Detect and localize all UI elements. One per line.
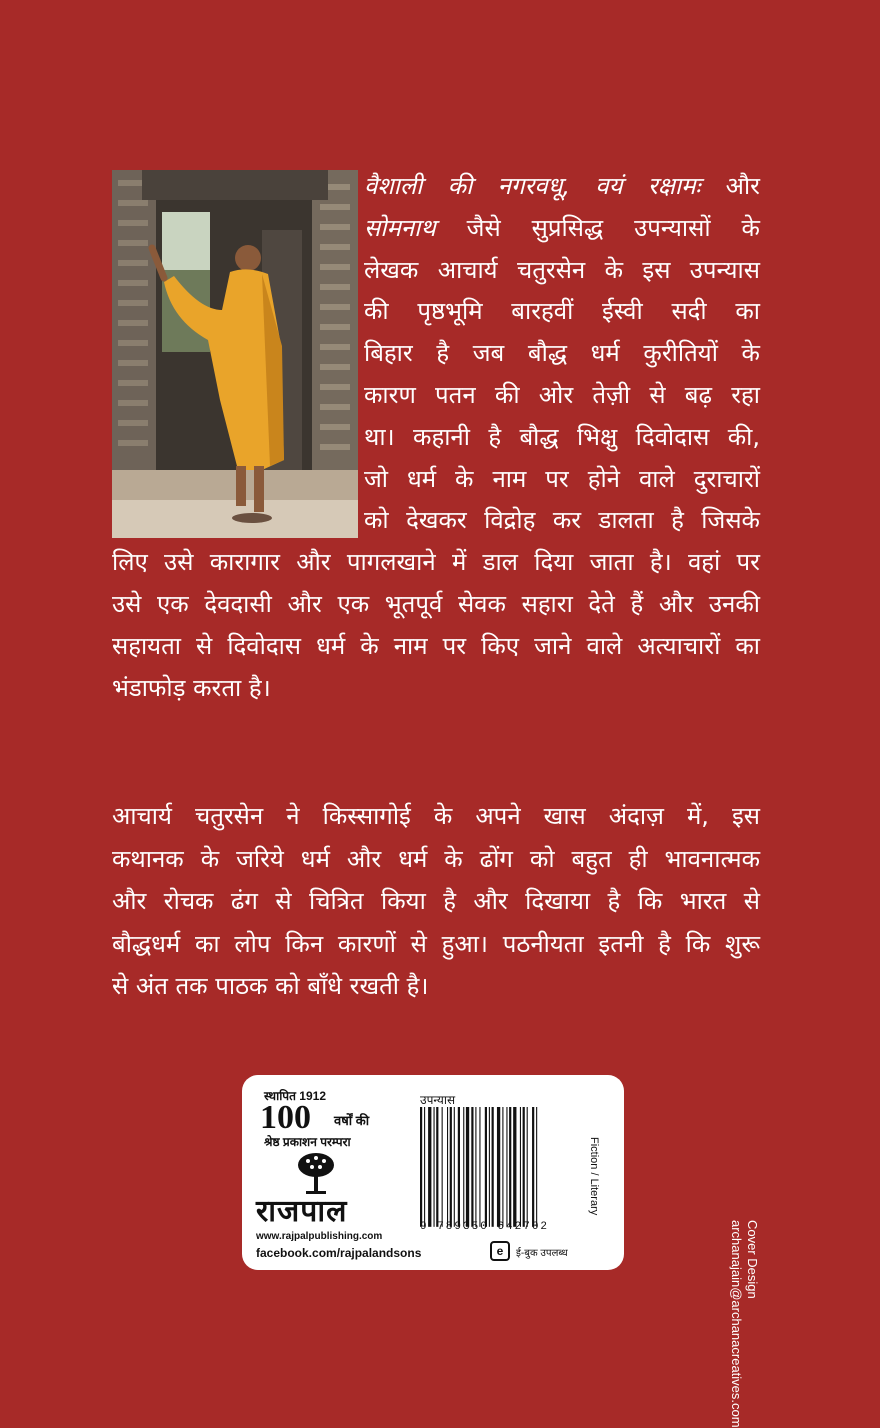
barcode-bar: [475, 1107, 476, 1227]
barcode-bar: [492, 1107, 494, 1227]
publisher-hundred: 100: [260, 1099, 311, 1136]
blurb-line: [112, 584, 760, 624]
blurb-line: [364, 417, 760, 457]
publisher-established: स्थापित 1912: [264, 1089, 326, 1103]
blurb-line-text: सहायता से दिवोदास धर्म के नाम पर किए जाने वाले अत्याचारों का: [112, 631, 760, 660]
blurb-line-text: लेखक आचार्य चतुरसेन के इस उपन्यास: [364, 255, 760, 284]
barcode-bar: [428, 1107, 431, 1227]
blurb-line: [364, 166, 760, 206]
blurb-line-text: की पृष्ठभूमि बारहवीं ईस्वी सदी का: [364, 297, 760, 326]
barcode-bar: [502, 1107, 503, 1227]
blurb-line: [364, 375, 760, 415]
blurb-line: [364, 500, 760, 540]
barcode-bar: [454, 1107, 455, 1227]
barcode-bar: [450, 1107, 452, 1227]
blurb-line: [364, 459, 760, 499]
blurb-line: [112, 626, 760, 666]
barcode-bar: [527, 1107, 528, 1227]
publisher-facebook: facebook.com/rajpalandsons: [256, 1246, 422, 1260]
barcode-bar: [513, 1107, 516, 1227]
barcode-bar: [506, 1107, 507, 1227]
barcode-bar: [485, 1107, 487, 1227]
barcode-bar: [471, 1107, 473, 1227]
blurb-line: [364, 333, 760, 373]
credit-title: Cover Design: [745, 1220, 760, 1299]
barcode-bar: [536, 1107, 537, 1227]
blurb-line: [112, 542, 760, 582]
blurb-line: [112, 668, 760, 708]
publisher-logo: राजपाल: [256, 1195, 348, 1228]
book-title-italic: सोमनाथ: [364, 213, 436, 242]
isbn-number: 9 789350 642702: [420, 1221, 550, 1233]
blurb-line-text: बिहार है जब बौद्ध धर्म कुरीतियों के: [364, 339, 760, 368]
cover-photo-monk: [112, 170, 358, 538]
barcode-bar: [420, 1107, 422, 1227]
blurb-line: से अंत तक पाठक को बाँधे रखती है।: [112, 972, 429, 1000]
blurb-line-text: लिए उसे कारागार और पागलखाने में डाल दिया जाता है। वहां पर: [112, 548, 760, 577]
blurb-line-text: को देखकर विद्रोह कर डालता है जिसके: [364, 506, 760, 535]
barcode-bar: [424, 1107, 425, 1227]
blurb-line: आचार्य चतुरसेन ने किस्सागोई के अपने खास अंदाज़ में, इस: [112, 802, 760, 830]
barcode-bar: [442, 1107, 443, 1227]
barcode-bar: [479, 1107, 480, 1227]
credit-email: archanajain@archanacreatives.com: [729, 1220, 744, 1428]
ebook-available-label: ई-बुक उपलब्ध: [516, 1248, 568, 1259]
genre-hindi: उपन्यास: [420, 1093, 456, 1107]
publisher-website: www.rajpalpublishing.com: [256, 1231, 383, 1242]
genre-english: Fiction / Literary: [588, 1137, 600, 1216]
book-title-italic: वैशाली की नगरवधू, वयं रक्षामः: [364, 172, 701, 200]
ebook-icon: e: [490, 1241, 510, 1261]
blurb-line: [364, 250, 760, 290]
isbn-barcode: [418, 1107, 586, 1229]
barcode-bar: [532, 1107, 534, 1227]
blurb-line-text: भंडाफोड़ करता है।: [112, 673, 271, 702]
barcode-bar: [497, 1107, 500, 1227]
blurb-line-text: कारण पतन की ओर तेज़ी से बढ़ रहा: [364, 381, 760, 409]
blurb-line: और रोचक ढंग से चित्रित किया है और दिखाया है कि भारत से: [112, 887, 760, 915]
tree-logo-icon: [296, 1151, 336, 1195]
blurb-line-text: उसे एक देवदासी और एक भूतपूर्व सेवक सहारा देते हैं और उनकी: [112, 590, 760, 618]
blurb-line-text: जैसे सुप्रसिद्ध उपन्यासों के: [435, 213, 760, 242]
barcode-bar: [436, 1107, 438, 1227]
publisher-years: वर्षों की: [334, 1113, 370, 1128]
barcode-bar: [466, 1107, 469, 1227]
barcode-bar: [434, 1107, 435, 1227]
publisher-tradition: श्रेष्ठ प्रकाशन परम्परा: [264, 1135, 351, 1149]
barcode-bar: [447, 1107, 448, 1227]
cover-design-credit: [728, 1220, 760, 1428]
blurb-line: बौद्धधर्म का लोप किन कारणों से हुआ। पठनीयता इतनी है कि शुरू: [112, 929, 760, 958]
publisher-barcode-card: [242, 1075, 624, 1270]
barcode-bar: [463, 1107, 464, 1227]
barcode-bar: [520, 1107, 521, 1227]
blurb-line-text: था। कहानी है बौद्ध भिक्षु दिवोदास की,: [364, 422, 760, 451]
blurb-line: [364, 208, 760, 248]
barcode-bar: [458, 1107, 460, 1227]
barcode-bar: [509, 1107, 511, 1227]
barcode-bar: [489, 1107, 490, 1227]
blurb-line-text: जो धर्म के नाम पर होने वाले दुराचारों: [364, 464, 760, 493]
blurb-line-text: और: [700, 172, 760, 200]
blurb-line: [364, 291, 760, 331]
blurb-line: कथानक के जरिये धर्म और धर्म के ढोंग को बहुत ही भावनात्मक: [112, 844, 760, 873]
barcode-bar: [523, 1107, 525, 1227]
